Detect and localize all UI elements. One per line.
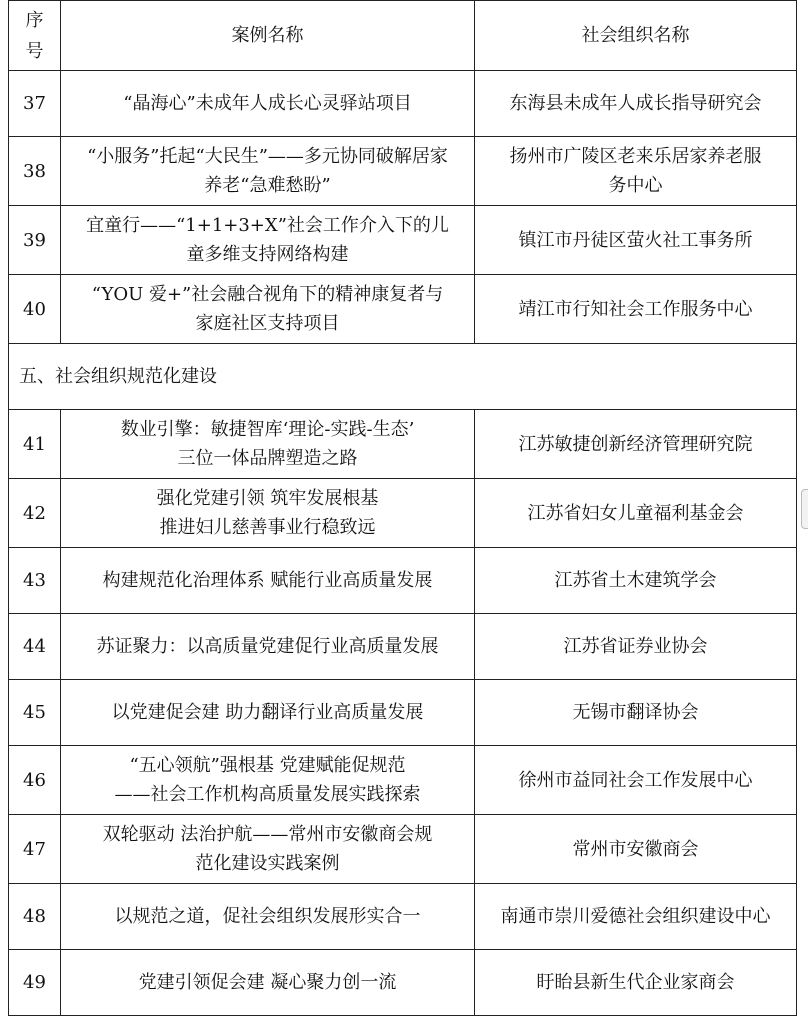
section-title: 五、社会组织规范化建设 (9, 344, 797, 410)
row-case-name: “晶海心”未成年人成长心灵驿站项目 (61, 71, 475, 137)
row-org-name: 徐州市益同社会工作发展中心 (475, 746, 797, 815)
row-number: 48 (9, 884, 61, 950)
table-row (9, 275, 797, 344)
row-case-name: 强化党建引领 筑牢发展根基 推进妇儿慈善事业行稳致远 (61, 479, 475, 548)
table-row (9, 548, 797, 614)
row-org-name: 靖江市行知社会工作服务中心 (475, 275, 797, 344)
row-case-name: 数业引擎：敏捷智库‘理论-实践-生态’ 三位一体品牌塑造之路 (61, 410, 475, 479)
row-org-name: 南通市崇川爱德社会组织建设中心 (475, 884, 797, 950)
row-org-name: 盱眙县新生代企业家商会 (475, 950, 797, 1016)
case-table (8, 0, 797, 1016)
table-row (9, 950, 797, 1016)
table-row (9, 884, 797, 950)
row-case-name: “五心领航”强根基 党建赋能促规范 ——社会工作机构高质量发展实践探索 (61, 746, 475, 815)
row-org-name: 江苏省妇女儿童福利基金会 (475, 479, 797, 548)
header-case-name: 案例名称 (61, 1, 475, 71)
table-row (9, 614, 797, 680)
header-org-name: 社会组织名称 (475, 1, 797, 71)
table-row (9, 746, 797, 815)
side-scroll-tab[interactable] (801, 489, 808, 529)
row-org-name: 扬州市广陵区老来乐居家养老服 务中心 (475, 137, 797, 206)
table-row (9, 71, 797, 137)
table-row (9, 479, 797, 548)
table-row (9, 206, 797, 275)
row-number: 46 (9, 746, 61, 815)
row-case-name: 以规范之道，促社会组织发展形实合一 (61, 884, 475, 950)
row-number: 38 (9, 137, 61, 206)
row-number: 37 (9, 71, 61, 137)
row-case-name: 构建规范化治理体系 赋能行业高质量发展 (61, 548, 475, 614)
row-number: 47 (9, 815, 61, 884)
row-number: 44 (9, 614, 61, 680)
table-row (9, 137, 797, 206)
row-org-name: 江苏省土木建筑学会 (475, 548, 797, 614)
row-number: 40 (9, 275, 61, 344)
table-row (9, 815, 797, 884)
row-number: 45 (9, 680, 61, 746)
row-case-name: 双轮驱动 法治护航——常州市安徽商会规 范化建设实践案例 (61, 815, 475, 884)
row-number: 39 (9, 206, 61, 275)
row-org-name: 常州市安徽商会 (475, 815, 797, 884)
row-case-name: 党建引领促会建 凝心聚力创一流 (61, 950, 475, 1016)
table-row (9, 680, 797, 746)
row-org-name: 东海县未成年人成长指导研究会 (475, 71, 797, 137)
row-case-name: 苏证聚力：以高质量党建促行业高质量发展 (61, 614, 475, 680)
row-org-name: 江苏敏捷创新经济管理研究院 (475, 410, 797, 479)
row-case-name: “YOU 爱+”社会融合视角下的精神康复者与 家庭社区支持项目 (61, 275, 475, 344)
row-org-name: 江苏省证券业协会 (475, 614, 797, 680)
table-row (9, 410, 797, 479)
row-org-name: 镇江市丹徒区萤火社工事务所 (475, 206, 797, 275)
row-case-name: 以党建促会建 助力翻译行业高质量发展 (61, 680, 475, 746)
row-case-name: 宜童行——“1+1+3+X”社会工作介入下的儿 童多维支持网络构建 (61, 206, 475, 275)
row-number: 49 (9, 950, 61, 1016)
row-number: 41 (9, 410, 61, 479)
row-org-name: 无锡市翻译协会 (475, 680, 797, 746)
row-number: 43 (9, 548, 61, 614)
section-row (9, 344, 797, 410)
row-case-name: “小服务”托起“大民生”——多元协同破解居家 养老“急难愁盼” (61, 137, 475, 206)
row-number: 42 (9, 479, 61, 548)
table-header-row (9, 1, 797, 71)
header-number: 序 号 (9, 1, 61, 71)
